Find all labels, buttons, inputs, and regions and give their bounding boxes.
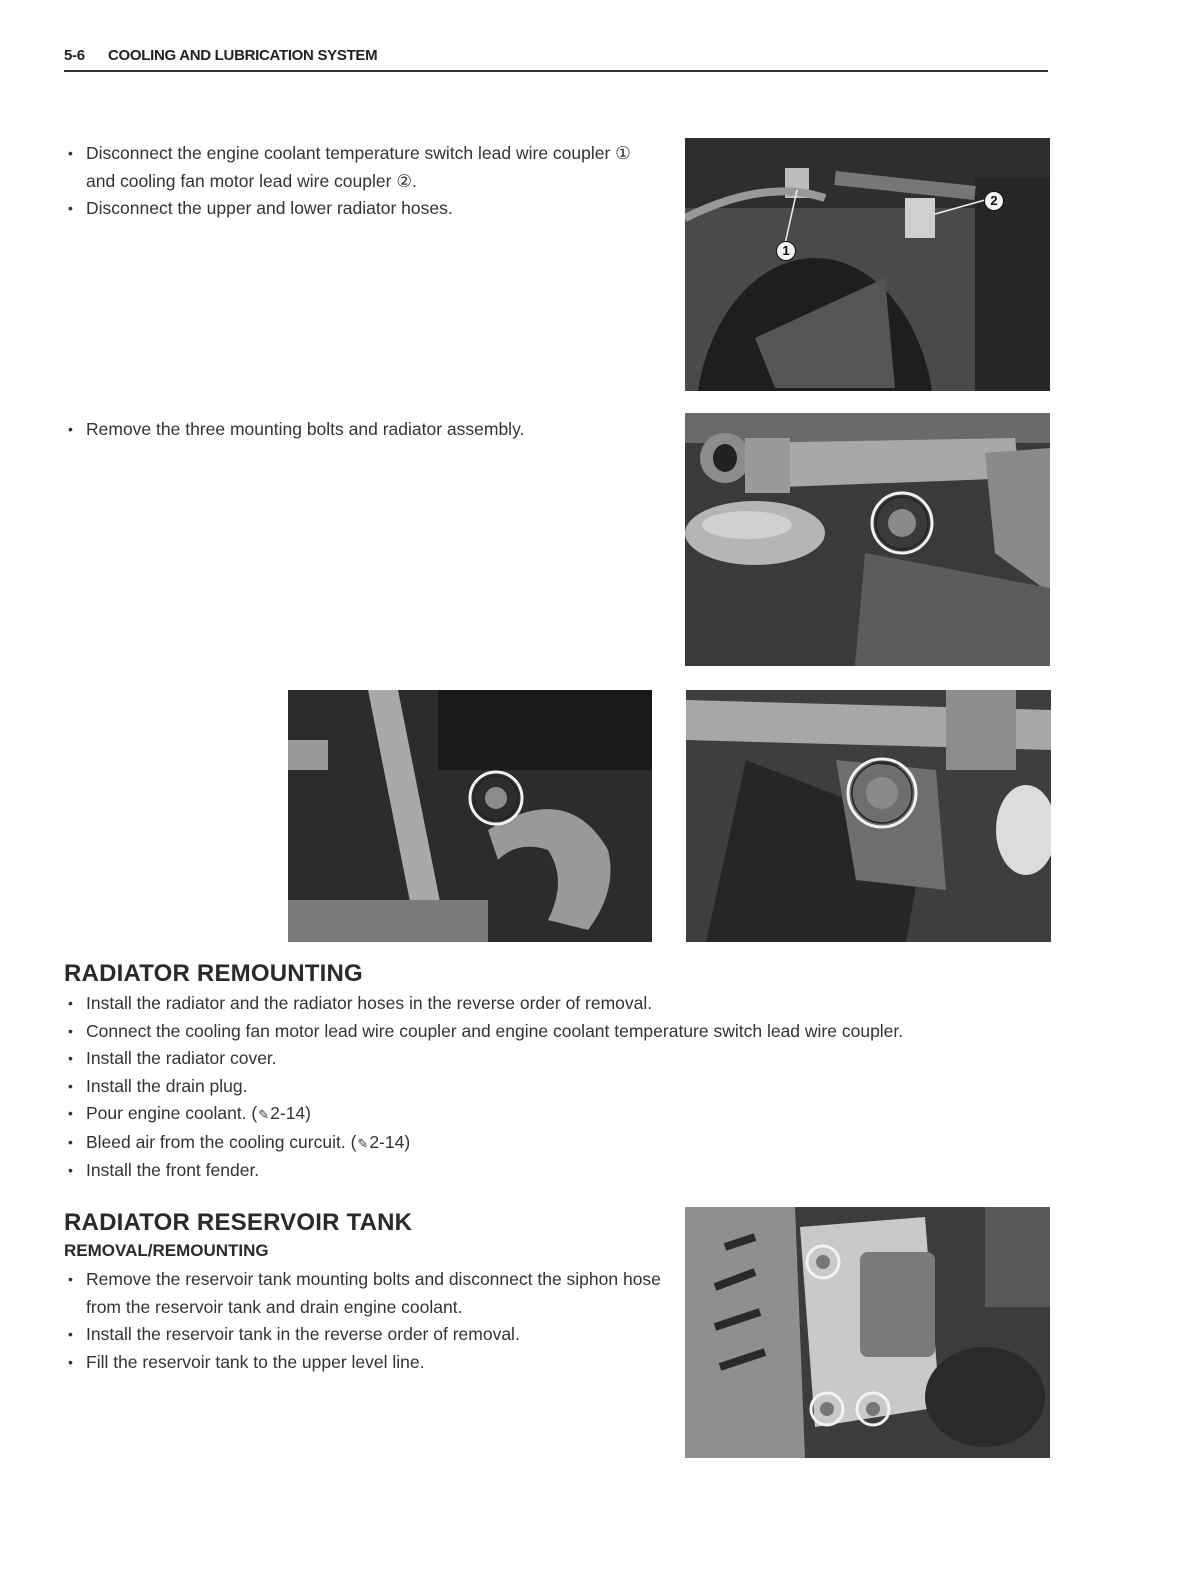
list-item — [64, 1100, 1064, 1129]
list-item: • Connect the cooling fan motor lead wire coupler and engine coolant temperature switch lead wire coupler. — [64, 1018, 1064, 1046]
page-number: 5-6 — [64, 47, 85, 64]
remounting-list — [64, 990, 1064, 1185]
list-item: • Install the radiator cover. — [64, 1045, 1064, 1073]
remounting-title: RADIATOR REMOUNTING — [64, 960, 363, 987]
list-item: • Install the drain plug. — [64, 1073, 1064, 1101]
coupler-photo — [685, 138, 1050, 391]
removal-step2-list — [64, 416, 664, 444]
bleed-step-ref: 2-14) — [369, 1131, 411, 1152]
reservoir-subtitle: REMOVAL/REMOUNTING — [64, 1241, 269, 1260]
section-title: COOLING AND LUBRICATION SYSTEM — [108, 47, 378, 64]
removal-step1-list — [64, 140, 664, 223]
reservoir-tank-photo — [685, 1207, 1050, 1458]
list-item: • Remove the reservoir tank mounting bolts and disconnect the siphon hose from the reservoir tank and drain engine coolant. — [64, 1266, 664, 1321]
top-bolt-photo — [685, 413, 1050, 666]
reservoir-title: RADIATOR RESERVOIR TANK — [64, 1209, 413, 1236]
reference-book-icon: ✎ — [357, 1135, 369, 1151]
list-item: • Disconnect the engine coolant temperature switch lead wire coupler ① and cooling fan motor lead wire coupler ②. — [64, 140, 664, 195]
lower-right-bolt-photo — [686, 690, 1051, 942]
callout-2: 2 — [984, 191, 1004, 211]
list-item: • Fill the reservoir tank to the upper level line. — [64, 1349, 664, 1377]
list-item: • Remove the three mounting bolts and radiator assembly. — [64, 416, 664, 444]
reference-book-icon: ✎ — [258, 1107, 270, 1122]
list-item: • Install the radiator and the radiator hoses in the reverse order of removal. — [64, 990, 1064, 1018]
coolant-step-text: Pour engine coolant. ( — [86, 1103, 258, 1123]
callout-1: 1 — [776, 241, 796, 261]
list-item: • Disconnect the upper and lower radiator hoses. — [64, 195, 664, 223]
coolant-step-ref: 2-14) — [270, 1103, 311, 1123]
list-item: • Install the front fender. — [64, 1157, 1064, 1185]
list-item: • Install the reservoir tank in the reverse order of removal. — [64, 1321, 664, 1349]
lower-left-bolt-photo — [288, 690, 652, 942]
bleed-step-text: Bleed air from the cooling curcuit. ( — [86, 1131, 357, 1152]
list-item — [64, 1129, 1064, 1158]
reservoir-list — [64, 1266, 664, 1376]
page-header — [64, 44, 1048, 72]
